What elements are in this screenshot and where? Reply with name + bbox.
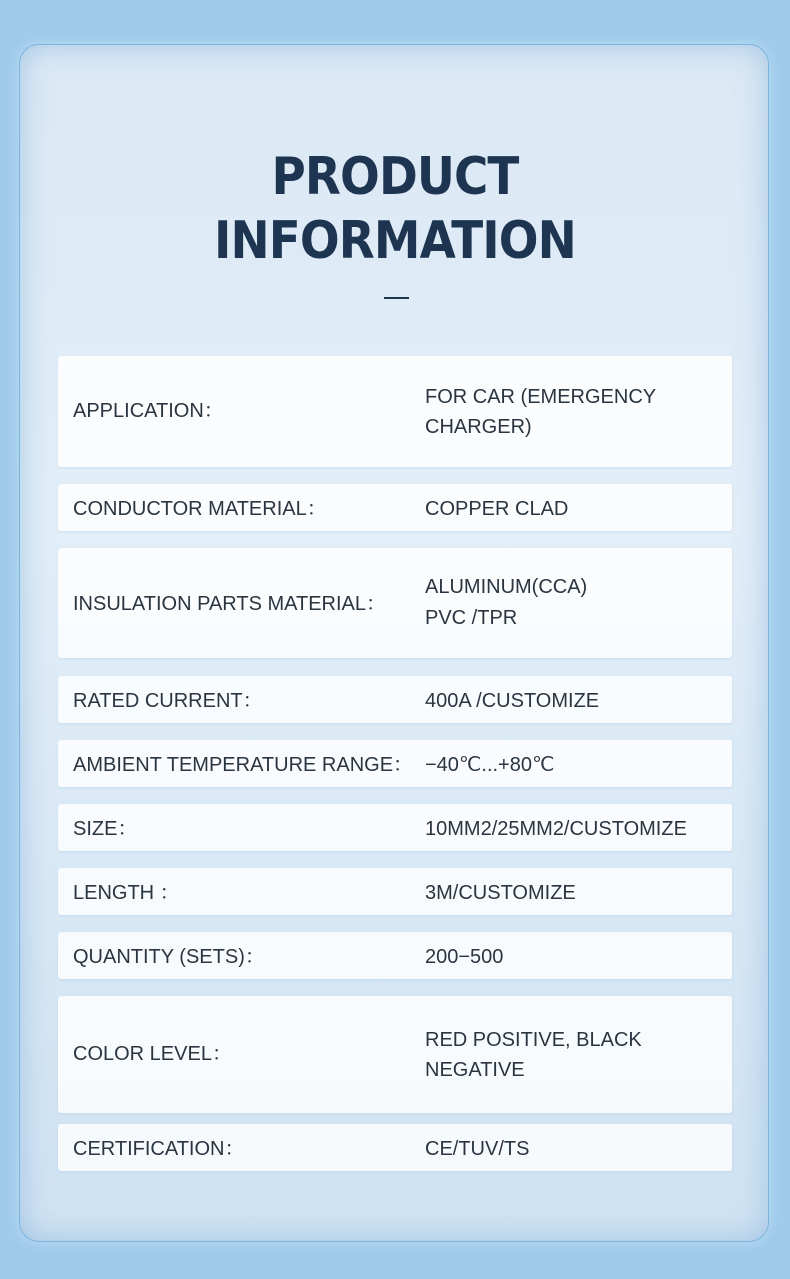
spec-label-quantity: QUANTITY (SETS)： <box>73 946 265 968</box>
spec-value-conductor-material: COPPER CLAD <box>425 498 569 520</box>
spec-value-insulation-line2: PVC /TPR <box>425 607 518 629</box>
spec-value-temperature-range: −40℃...+80℃ <box>425 754 555 776</box>
spec-row-insulation-material <box>58 548 732 658</box>
page-title-line2: INFORMATION <box>214 211 576 271</box>
spec-row-conductor-material <box>58 484 732 531</box>
spec-value-application-line2: CHARGER) <box>425 416 532 438</box>
spec-row-rated-current <box>58 676 732 723</box>
spec-label-length: LENGTH ： <box>73 882 180 904</box>
spec-label-certification: CERTIFICATION： <box>73 1138 245 1160</box>
spec-value-certification: CE/TUV/TS <box>425 1138 530 1160</box>
spec-label-color-level: COLOR LEVEL： <box>73 1043 232 1065</box>
spec-row-size <box>58 804 732 851</box>
spec-label-rated-current: RATED CURRENT： <box>73 690 263 712</box>
spec-row-quantity <box>58 932 732 979</box>
spec-value-quantity: 200−500 <box>425 946 504 968</box>
spec-row-length <box>58 868 732 915</box>
spec-label-size: SIZE： <box>73 818 138 840</box>
spec-label-insulation-material: INSULATION PARTS MATERIAL： <box>73 593 387 615</box>
spec-value-rated-current: 400A /CUSTOMIZE <box>425 690 600 712</box>
spec-value-size: 10MM2/25MM2/CUSTOMIZE <box>425 818 687 840</box>
spec-value-insulation-line1: ALUMINUM(CCA) <box>425 576 588 598</box>
spec-label-conductor-material: CONDUCTOR MATERIAL： <box>73 498 327 520</box>
page-title-line1: PRODUCT <box>271 147 519 207</box>
spec-value-color-level-line1: RED POSITIVE, BLACK <box>425 1029 642 1051</box>
spec-label-temperature-range: AMBIENT TEMPERATURE RANGE： <box>73 754 414 776</box>
spec-row-temperature-range <box>58 740 732 787</box>
spec-row-certification <box>58 1124 732 1171</box>
spec-label-application: APPLICATION： <box>73 400 224 422</box>
spec-value-application-line1: FOR CAR (EMERGENCY <box>425 386 657 408</box>
spec-row-color-level <box>58 996 732 1113</box>
title-divider <box>384 297 409 299</box>
spec-value-color-level-line2: NEGATIVE <box>425 1059 525 1081</box>
spec-row-application <box>58 356 732 467</box>
spec-value-length: 3M/CUSTOMIZE <box>425 882 576 904</box>
